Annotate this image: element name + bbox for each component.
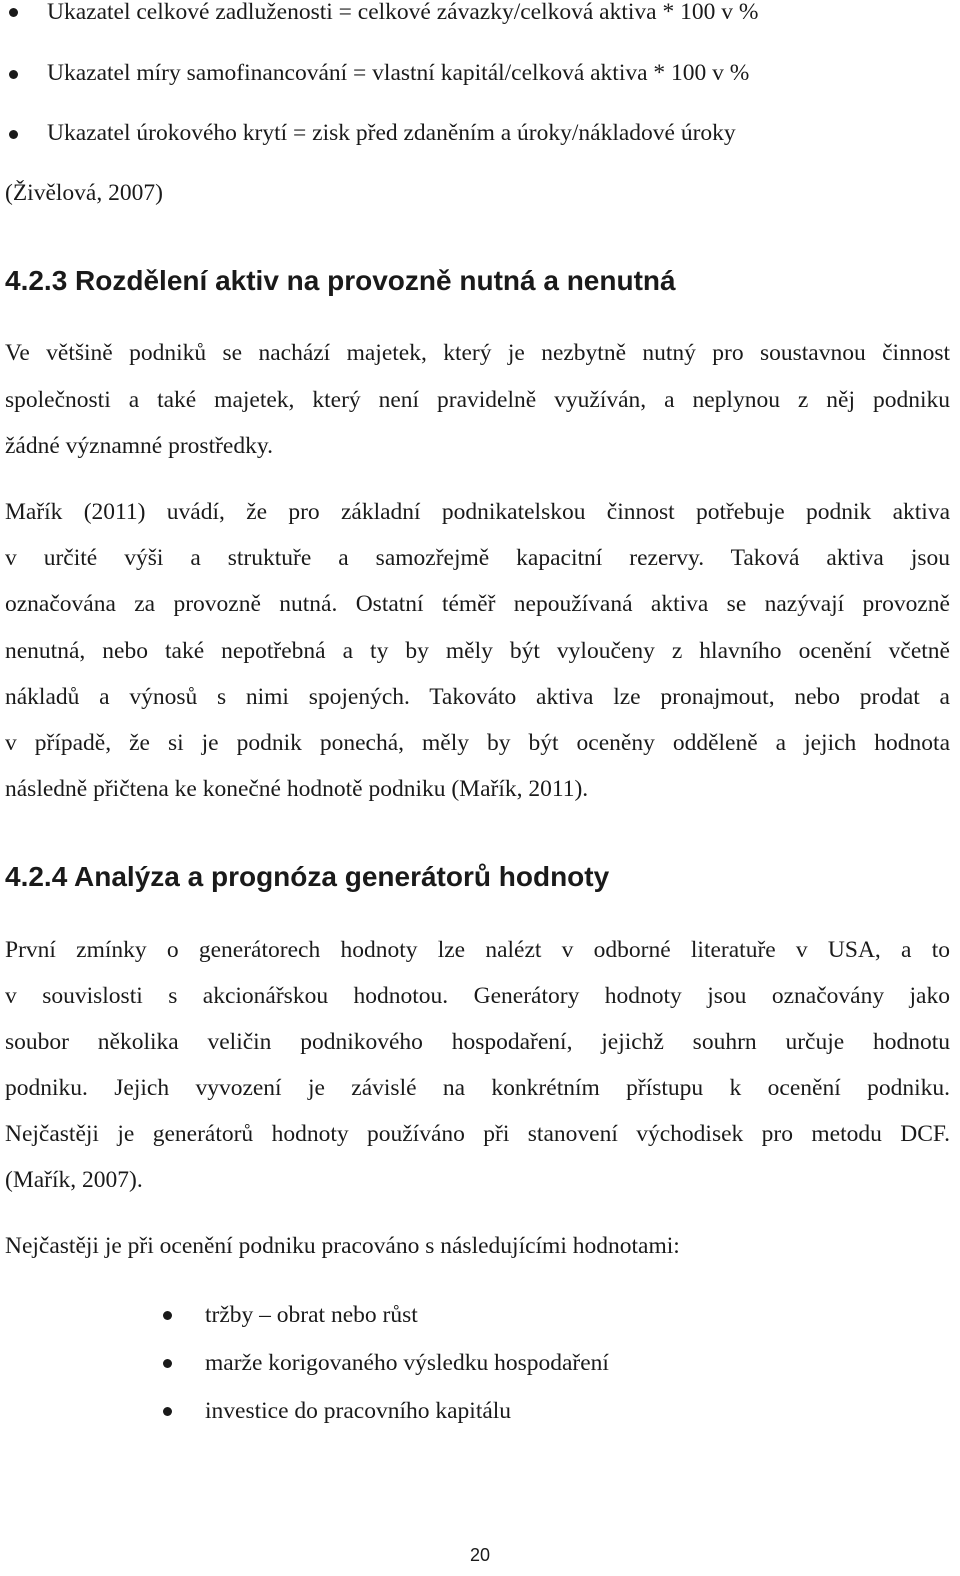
text-line: společnosti a také majetek, který není pravidelně využíván, a neplynou z něj podniku — [5, 387, 950, 413]
text-line: soubor několika veličin podnikového hospodaření, jejichž souhrn určuje hodnotu — [5, 1029, 950, 1055]
bullet-dot — [9, 130, 18, 139]
text-line: Mařík (2011) uvádí, že pro základní podnikatelskou činnost potřebuje podnik aktiva — [5, 499, 950, 525]
text-line: První zmínky o generátorech hodnoty lze nalézt v odborné literatuře v USA, a to — [5, 937, 950, 963]
text-line: (Mařík, 2007). — [5, 1167, 143, 1193]
text-line: v případě, že si je podnik ponechá, měly by být oceněny odděleně a jejich hodnota — [5, 730, 950, 756]
bullet-dot — [9, 70, 18, 79]
list-item: tržby – obrat nebo růst — [205, 1302, 418, 1328]
section-heading: 4.2.3 Rozdělení aktiv na provozně nutná a nenutná — [5, 265, 676, 296]
list-item: marže korigovaného výsledku hospodaření — [205, 1350, 609, 1376]
text-line: v určité výši a struktuře a samozřejmě kapacitní rezervy. Taková aktiva jsou — [5, 545, 950, 571]
citation: (Živělová, 2007) — [5, 180, 163, 206]
page-number: 20 — [469, 1545, 491, 1565]
list-item: Ukazatel míry samofinancování = vlastní kapitál/celková aktiva * 100 v % — [47, 60, 750, 86]
paragraph: Nejčastěji je při ocenění podniku pracováno s následujícími hodnotami: — [5, 1233, 680, 1259]
text-line: Ve většině podniků se nachází majetek, který je nezbytně nutný pro soustavnou činnost — [5, 340, 950, 366]
bullet-dot — [163, 1407, 172, 1416]
bullet-dot — [163, 1311, 172, 1320]
bullet-dot — [163, 1359, 172, 1368]
bullet-dot — [9, 8, 18, 17]
list-item: Ukazatel úrokového krytí = zisk před zdaněním a úroky/nákladové úroky — [47, 120, 736, 146]
list-item: Ukazatel celkové zadluženosti = celkové závazky/celková aktiva * 100 v % — [47, 0, 759, 25]
text-line: žádné významné prostředky. — [5, 433, 273, 459]
text-line: následně přičtena ke konečné hodnotě podniku (Mařík, 2011). — [5, 776, 589, 802]
text-line: Nejčastěji je generátorů hodnoty používáno při stanovení východisek pro metodu DCF. — [5, 1121, 950, 1147]
section-heading: 4.2.4 Analýza a prognóza generátorů hodnoty — [5, 861, 610, 892]
text-line: v souvislosti s akcionářskou hodnotou. Generátory hodnoty jsou označovány jako — [5, 983, 950, 1009]
list-item: investice do pracovního kapitálu — [205, 1398, 512, 1424]
text-line: nenutná, nebo také nepotřebná a ty by měly být vyloučeny z hlavního ocenění včetně — [5, 638, 950, 664]
text-line: nákladů a výnosů s nimi spojených. Takováto aktiva lze pronajmout, nebo prodat a — [5, 684, 950, 710]
text-line: označována za provozně nutná. Ostatní téměř nepoužívaná aktiva se nazývají provozně — [5, 591, 950, 617]
text-line: podniku. Jejich vyvození je závislé na konkrétním přístupu k ocenění podniku. — [5, 1075, 950, 1101]
